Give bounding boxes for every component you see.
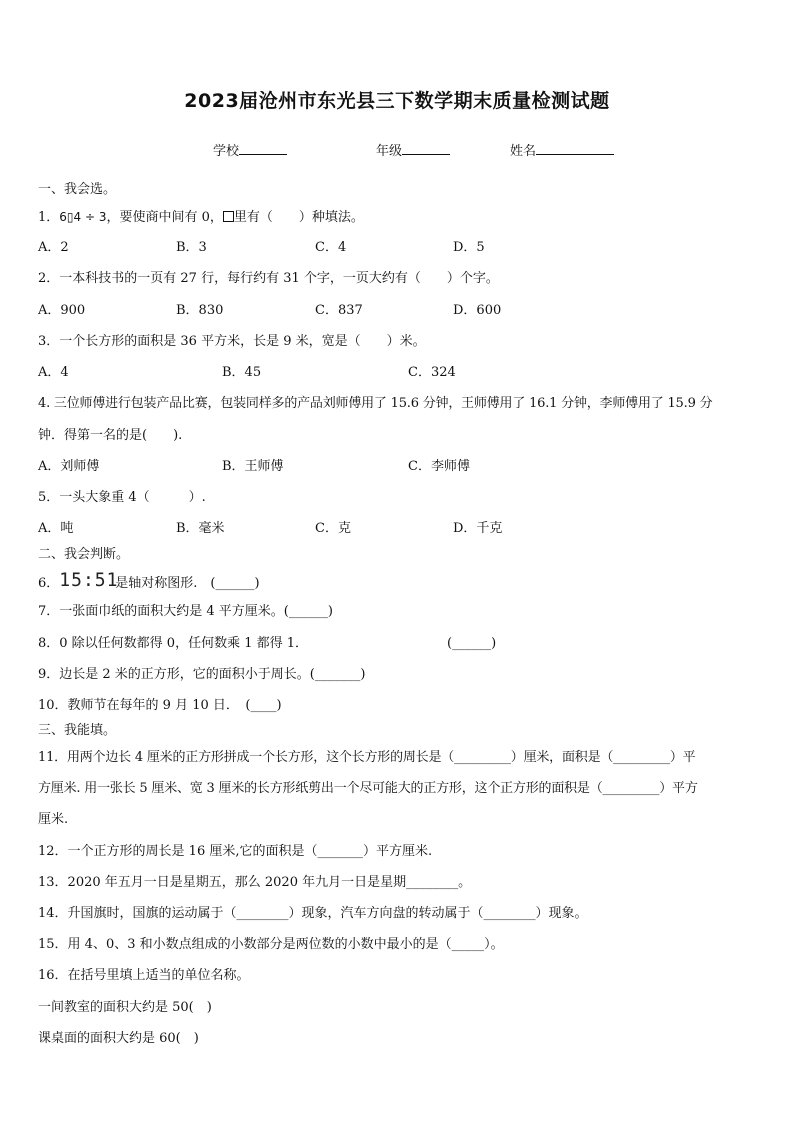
q6-number: 6．: [38, 576, 60, 591]
question-4-line-2: 钟．得第一名的是( ).: [38, 428, 183, 443]
q1-expression: 6▯4 ÷ 3: [59, 210, 107, 224]
q5-option-d: D．千克: [453, 521, 503, 536]
question-15: 15．用 4、0、3 和小数点组成的小数部分是两位数的小数中最小的是（_____）。: [38, 937, 504, 952]
q3-option-b: B．45: [222, 365, 262, 380]
q1-text-a: ，要使商中间有 0，: [106, 210, 223, 225]
question-9: 9．边长是 2 米的正方形，它的面积小于周长。(_______): [38, 667, 366, 682]
q3-option-c: C．324: [408, 365, 456, 380]
q5-option-b: B．毫米: [176, 521, 225, 536]
name-field: [510, 140, 614, 159]
section-3-heading: 三、我能填。: [38, 723, 117, 738]
question-5: 5．一头大象重 4（ ）.: [38, 490, 206, 505]
question-6: [38, 569, 260, 593]
name-blank: [536, 142, 614, 155]
page-title: 2023届沧州市东光县三下数学期末质量检测试题: [184, 90, 610, 112]
q4-option-b: B．王师傅: [222, 459, 284, 474]
question-14: 14．升国旗时，国旗的运动属于（________）现象，汽车方向盘的转动属于（________）现象。: [38, 906, 588, 921]
q2-option-d: D．600: [453, 303, 502, 318]
question-11-line-3: 厘米.: [38, 812, 69, 827]
q1-text-b: 里有（ ）种填法。: [233, 210, 364, 225]
q5-option-a: A．吨: [38, 521, 74, 536]
question-4-line-1: 4. 三位师傅进行包装产品比赛，包装同样多的产品刘师傅用了 15.6 分钟，王师傅用了 16.1 分钟，李师傅用了 15.9 分: [38, 396, 713, 411]
section-1-heading: 一、我会选。: [38, 182, 117, 197]
question-7: 7．一张面巾纸的面积大约是 4 平方厘米。(______): [38, 604, 333, 619]
q16-item-1: 一间教室的面积大约是 50( ): [38, 1000, 212, 1015]
q6-clock-digits: 15:51: [59, 569, 119, 592]
q1-number: 1．: [38, 210, 60, 225]
question-13: 13．2020 年五月一日是星期五，那么 2020 年九月一日是星期________。: [38, 875, 472, 890]
q1-option-b: B．3: [176, 240, 207, 255]
question-16: 16．在括号里填上适当的单位名称。: [38, 968, 250, 983]
school-field: [213, 140, 287, 159]
grade-field: [376, 140, 450, 159]
q16-item-2: 课桌面的面积大约是 60( ): [38, 1031, 199, 1046]
q2-option-b: B．830: [176, 303, 224, 318]
question-10: 10．教师节在每年的 9 月 10 日． (____): [38, 698, 282, 713]
q4-option-a: A．刘师傅: [38, 459, 100, 474]
q2-option-a: A．900: [38, 303, 86, 318]
question-11-line-2: 方厘米. 用一张长 5 厘米、宽 3 厘米的长方形纸剪出一个尽可能大的正方形，这个正方形的面积是（_________）平方: [38, 781, 698, 796]
square-box-icon: [223, 211, 234, 222]
school-blank: [239, 142, 287, 155]
section-2-heading: 二、我会判断。: [38, 547, 130, 562]
q5-option-c: C．克: [315, 521, 351, 536]
question-11-line-1: 11．用两个边长 4 厘米的正方形拼成一个长方形，这个长方形的周长是（_________）厘米，面积是（_________）平: [38, 750, 696, 765]
question-8: 8．0 除以任何数都得 0，任何数乘 1 都得 1．: [38, 636, 309, 651]
school-label: 学校: [213, 144, 240, 159]
q1-option-a: A．2: [38, 240, 69, 255]
q6-digital-clock: [59, 569, 119, 592]
q2-option-c: C．837: [315, 303, 363, 318]
question-2: 2．一本科技书的一页有 27 行，每行约有 31 个字，一页大约有（ ）个字。: [38, 271, 499, 286]
q8-answer-paren: (______): [447, 636, 497, 651]
question-12: 12．一个正方形的周长是 16 厘米,它的面积是（_______）平方厘米.: [38, 844, 433, 859]
q6-text: 是轴对称图形. (______): [115, 576, 260, 591]
q3-option-a: A．4: [38, 365, 69, 380]
grade-blank: [402, 142, 450, 155]
question-3: 3．一个长方形的面积是 36 平方米，长是 9 米，宽是（ ）米。: [38, 334, 426, 349]
q1-option-d: D．5: [453, 240, 485, 255]
question-1: [38, 208, 364, 227]
q1-option-c: C．4: [315, 240, 347, 255]
q4-option-c: C．李师傅: [408, 459, 470, 474]
name-label: 姓名: [510, 144, 537, 159]
grade-label: 年级: [376, 144, 403, 159]
